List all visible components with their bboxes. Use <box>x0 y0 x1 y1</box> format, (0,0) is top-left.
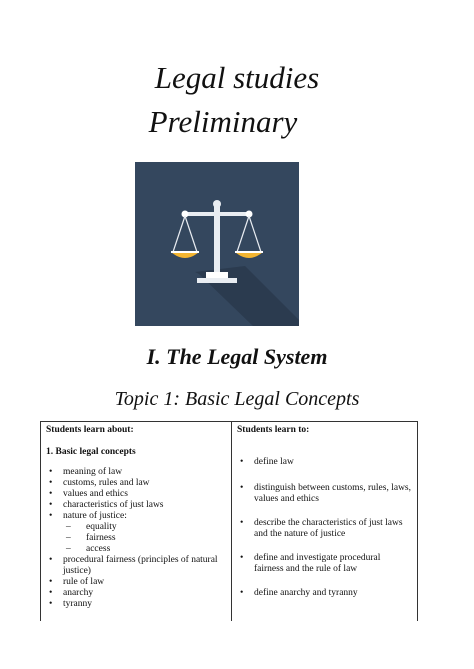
learn-to-column <box>232 422 418 622</box>
list-item: • define law <box>237 457 412 468</box>
list-item <box>46 511 226 555</box>
learn-about-list <box>46 467 226 610</box>
section-subheading: 1. Basic legal concepts <box>46 447 136 457</box>
document-title-line-2: Preliminary <box>148 104 298 139</box>
list-item: • tyranny <box>46 599 226 610</box>
learn-about-column <box>41 422 232 622</box>
learn-to-list <box>237 457 412 599</box>
list-item: • customs, rules and law <box>46 478 226 489</box>
learn-to-header: Students learn to: <box>237 425 310 435</box>
justice-sublist <box>63 522 226 555</box>
list-item: • characteristics of just laws <box>46 500 226 511</box>
syllabus-table <box>40 421 418 621</box>
list-item: • define and investigate procedural fairness and the rule of law <box>237 553 412 575</box>
list-item: • distinguish between customs, rules, laws, values and ethics <box>237 483 412 505</box>
list-item: • values and ethics <box>46 489 226 500</box>
learn-about-header: Students learn about: <box>46 425 134 435</box>
sub-list-item: – fairness <box>63 533 226 544</box>
list-item-label: nature of justice: <box>63 511 127 521</box>
list-item: • rule of law <box>46 577 226 588</box>
sub-list-item: – equality <box>63 522 226 533</box>
scales-of-justice-icon <box>135 162 299 326</box>
list-item: • describe the characteristics of just laws and the nature of justice <box>237 518 412 540</box>
list-item: • procedural fairness (principles of natural justice) <box>46 555 226 577</box>
list-item: • anarchy <box>46 588 226 599</box>
sub-list-item: – access <box>63 544 226 555</box>
part-title: I. The Legal System <box>146 344 328 369</box>
list-item: • meaning of law <box>46 467 226 478</box>
list-item: • define anarchy and tyranny <box>237 588 412 599</box>
document-title-line-1: Legal studies <box>154 60 320 95</box>
topic-title: Topic 1: Basic Legal Concepts <box>114 388 360 410</box>
